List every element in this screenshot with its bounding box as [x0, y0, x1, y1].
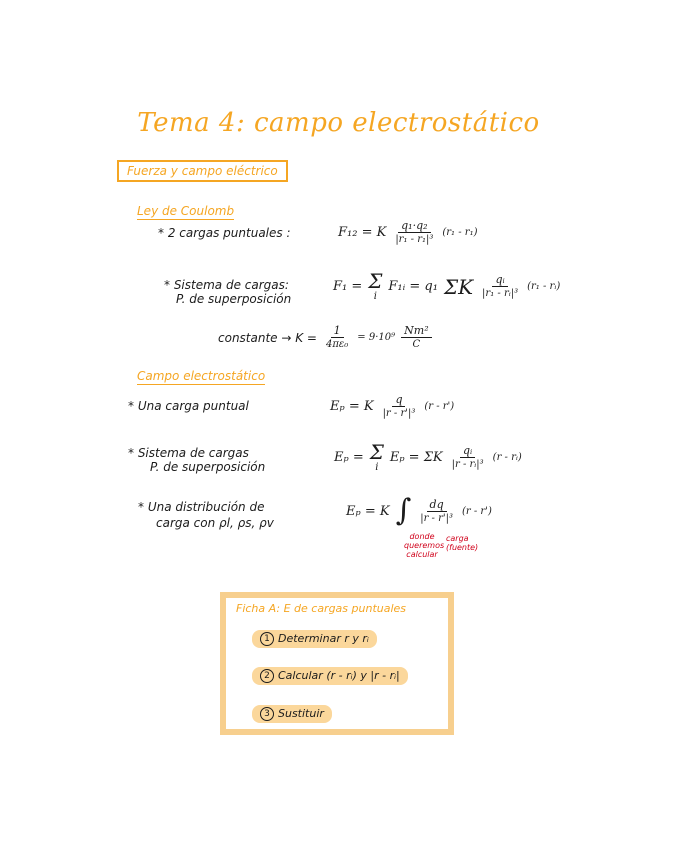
annotation-donde: donde queremos calcular [404, 532, 445, 559]
sigma-index: i [375, 462, 379, 473]
sigma-k: ΣK [443, 274, 474, 299]
step-text: Sustituir [278, 707, 324, 720]
sigma-symbol: Σ [368, 269, 383, 293]
formula-lhs: F₁ = [333, 279, 363, 294]
formula-middle: Eₚ = ΣK [389, 450, 443, 465]
step-text: Determinar r y rᵢ [278, 632, 369, 645]
step-number: 3 [260, 707, 274, 721]
coulomb-formula-1 [338, 219, 478, 246]
fraction-numerator: q [392, 393, 405, 407]
tip-step-1 [252, 630, 377, 648]
field-item2-label-2: P. de superposición [150, 460, 266, 474]
field-formula-3 [346, 493, 492, 528]
annotation-carga: carga (fuente) [446, 534, 479, 552]
field-item3-label-1: * Una distribución de [138, 500, 265, 514]
field-heading: Campo electrostático [137, 369, 266, 383]
fraction [479, 273, 521, 300]
fraction-denominator: 4πε₀ [325, 339, 349, 350]
sigma-index: i [373, 291, 377, 302]
step-number: 2 [260, 669, 274, 683]
formula-rhs: (r - rᵢ) [492, 452, 522, 463]
integral-symbol: ∫ [395, 493, 412, 528]
unit-fraction [401, 324, 431, 351]
fraction-denominator: |r - r'|³ [382, 408, 416, 419]
formula-rhs: (r - r') [424, 401, 455, 412]
coulomb-constant [218, 324, 432, 351]
tip-title: Ficha A: E de cargas puntuales [236, 602, 407, 615]
field-item3-label-2: carga con ρl, ρs, ρv [156, 516, 274, 530]
section-heading: Fuerza y campo eléctrico [117, 160, 288, 182]
formula-rhs: (r₁ - rᵢ) [527, 281, 561, 292]
coulomb-formula-2 [333, 271, 560, 302]
field-item1-label: * Una carga puntual [128, 399, 249, 413]
field-item2-label-1: * Sistema de cargas [128, 446, 249, 460]
summation [368, 271, 382, 302]
coulomb-heading: Ley de Coulomb [137, 204, 235, 218]
fraction-numerator: qᵢ [460, 444, 475, 458]
fraction [449, 444, 487, 471]
fraction-numerator: dq [427, 498, 447, 512]
coulomb-item1-label: * 2 cargas puntuales : [158, 226, 291, 240]
fraction [417, 498, 456, 525]
fraction-denominator: |r - r'|³ [420, 512, 453, 524]
formula-lhs: Eₚ = K [346, 503, 390, 519]
step-text: Calcular (r - rᵢ) y |r - rᵢ| [278, 669, 400, 682]
fraction-numerator: qᵢ [492, 273, 507, 287]
tip-step-2 [252, 667, 408, 685]
fraction [323, 324, 351, 351]
tip-step-3 [252, 705, 332, 723]
fraction-denominator: |r - rᵢ|³ [451, 459, 484, 470]
formula-rhs: (r - r') [462, 505, 492, 517]
constant-label: constante → K = [218, 330, 317, 345]
fraction-denominator: |r₁ - rᵢ|³ [482, 288, 519, 299]
page-title: Tema 4: campo electrostático [137, 108, 540, 138]
fraction [392, 219, 436, 246]
field-formula-2 [334, 442, 522, 473]
formula-middle: F₁ᵢ = q₁ [388, 279, 438, 294]
coulomb-item2-label-1: * Sistema de cargas: [164, 278, 289, 292]
step-number: 1 [260, 632, 274, 646]
fraction-denominator: |r₁ - r₁|³ [395, 234, 434, 245]
formula-lhs: Eₚ = [334, 450, 364, 465]
unit-numerator: Nm² [401, 324, 431, 338]
formula-rhs: (r₁ - r₁) [442, 227, 478, 238]
fraction [380, 393, 419, 420]
fraction-numerator: q₁·q₂ [398, 219, 430, 233]
coulomb-item2-label-2: P. de superposición [176, 292, 292, 306]
unit-denominator: C [412, 339, 421, 350]
sigma-symbol: Σ [369, 440, 384, 464]
formula-lhs: F₁₂ = K [338, 225, 387, 240]
summation [370, 442, 384, 473]
field-formula-1 [330, 393, 454, 420]
fraction-numerator: 1 [331, 324, 344, 338]
constant-value: = 9·10⁹ [357, 332, 396, 343]
formula-lhs: Eₚ = K [330, 399, 374, 414]
